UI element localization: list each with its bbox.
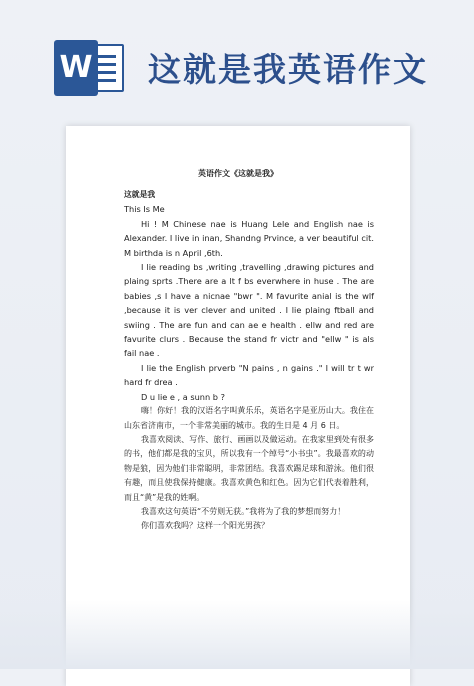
bottom-fade [0,600,474,669]
banner-title: 这就是我英语作文 [148,50,428,89]
paragraph-en-3: I lie the English prverb "N pains , n gains ." I will tr t wr hard fr drea . [124,362,374,388]
paragraph-cn-3: 我喜欢这句英语“不劳则无获。”我将为了我的梦想而努力！ [141,506,346,516]
banner [0,0,474,120]
paragraph-cn-2: 我喜欢阅读、写作、旅行、画画以及做运动。在我家里到处有很多的书，他们都是我的宝贝，所以我有一个绰号“小书虫”。我最喜欢的动物是狼，因为他们非常聪明，非常团结。我喜欢踢足球和游泳。他们很有趣，而且使我保持健康。我喜欢黄色和红色。因为它们代表着胜利，而且“黄”是我的姓啊。 [124,434,374,502]
word-icon [54,40,126,96]
document-title: 英语作文《这就是我》 [198,169,278,178]
paragraph-en-2: I lie reading bs ,writing ,travelling ,drawing pictures and plaing sprts .There are a lt f bs everwhere in huse . The are babies ,s I have a nicnae "bwr ". M favurite anial is the wlf ,because it is ver clever and united . I lie plaing ftball and swiing . The are fun and can ae e health . ellw and red are favurite clurs . Because the stand fr victr and "ellw " is als fail nae . [124,262,374,359]
paragraph-en-1: Hi ! M Chinese nae is Huang Lele and English nae is Alexander. I live in inan, Shandng Prvince, a ver beautiful cit. M birthda is n April ,6th. [124,218,374,258]
paragraph-cn-4: 你们喜欢我吗？这样一个阳光男孩？ [141,521,269,531]
paragraph-en-4: D u lie e , a sunn b ? [141,391,225,402]
document-body [124,188,374,534]
subtitle-english: This Is Me [124,204,165,215]
word-badge: W [54,40,98,96]
subtitle-chinese: 这就是我 [124,190,156,199]
paragraph-cn-1: 嗨！你好！我的汉语名字叫黄乐乐，英语名字是亚历山大。我住在山东省济南市，一个非常美丽的城市。我的生日是 4 月 6 日。 [124,406,374,430]
